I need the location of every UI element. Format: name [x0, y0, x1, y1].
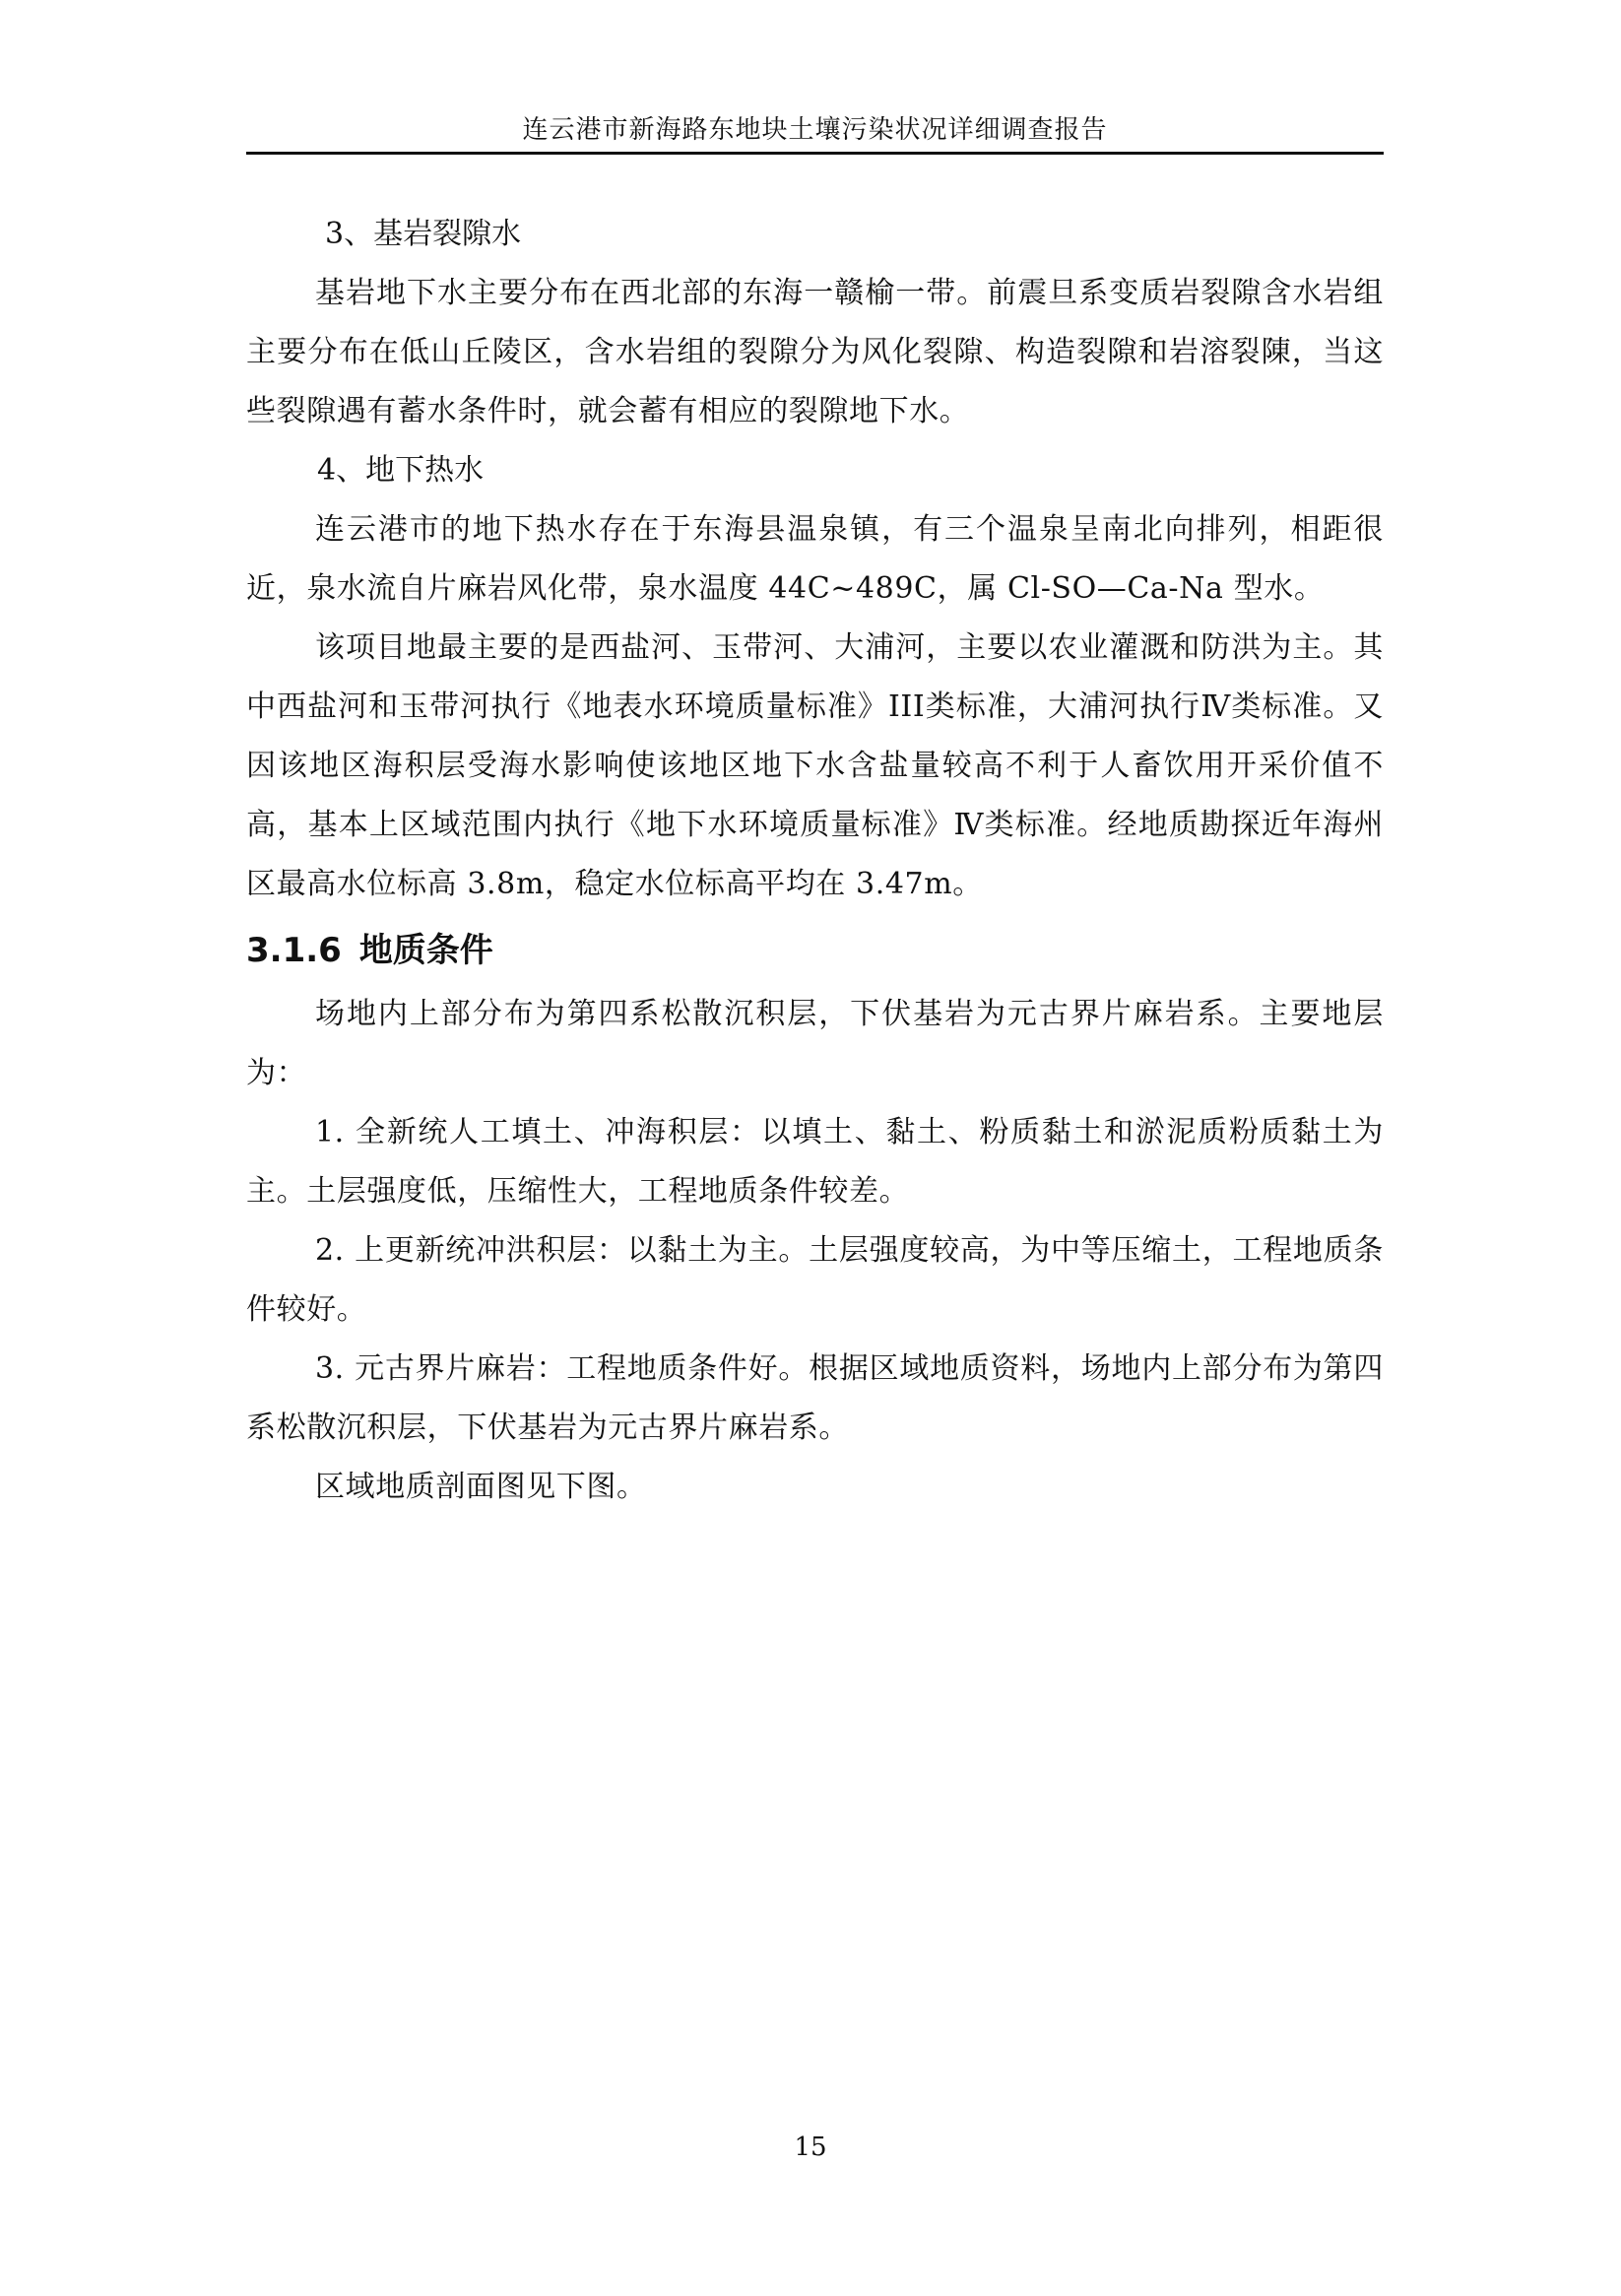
rivers-paragraph: 该项目地最主要的是西盐河、玉带河、大浦河，主要以农业灌溉和防洪为主。其中西盐河和玉带河执行《地表水环境质量标准》III类标准，大浦河执行Ⅳ类标准。又因该地区海积层受海水影响使该地区地下水含盐量较高不利于人畜饮用开采价值不高，基本上区域范围内执行《地下水环境质量标准》Ⅳ类标准。经地质勘探近年海州区最高水位标高 3.8m，稳定水位标高平均在 3.47m。 [246, 630, 1384, 901]
thermal-water-heading: 4、地下热水 [317, 453, 485, 488]
bedrock-fissure-water-paragraph: 基岩地下水主要分布在西北部的东海一赣榆一带。前震旦系变质岩裂隙含水岩组主要分布在低山丘陵区，含水岩组的裂隙分为风化裂隙、构造裂隙和岩溶裂陳，当这些裂隙遇有蓄水条件时，就会蓄有相应的裂隙地下水。 [246, 276, 1384, 428]
closing-paragraph: 区域地质剖面图见下图。 [315, 1470, 647, 1504]
section-heading-geology [246, 918, 1384, 983]
page-number: 15 [794, 2132, 827, 2162]
geology-intro-paragraph: 场地内上部分布为第四系松散沉积层，下伏基岩为元古界片麻岩系。主要地层为： [246, 997, 1384, 1090]
strata-item: 2. 上更新统冲洪积层：以黏土为主。土层强度较高，为中等压缩土，工程地质条件较好。 [246, 1233, 1384, 1327]
page-body [246, 205, 1384, 1517]
strata-item: 3. 元古界片麻岩：工程地质条件好。根据区域地质资料，场地内上部分布为第四系松散沉积层，下伏基岩为元古界片麻岩系。 [246, 1351, 1384, 1445]
header-rule [246, 152, 1384, 155]
section-title: 地质条件 [358, 931, 493, 970]
bedrock-fissure-water-heading: 3、基岩裂隙水 [325, 217, 522, 251]
running-header: 连云港市新海路东地块土壤污染状况详细调查报告 [522, 115, 1108, 145]
thermal-water-paragraph: 连云港市的地下热水存在于东海县温泉镇，有三个温泉呈南北向排列，相距很近，泉水流自片麻岩风化带，泉水温度 44C~489C，属 Cl-SO—Ca-Na 型水。 [246, 512, 1384, 606]
strata-item: 1. 全新统人工填土、冲海积层：以填土、黏土、粉质黏土和淤泥质粉质黏土为主。土层强度低，压缩性大，工程地质条件较差。 [246, 1115, 1384, 1209]
section-number: 3.1.6 [246, 931, 342, 970]
